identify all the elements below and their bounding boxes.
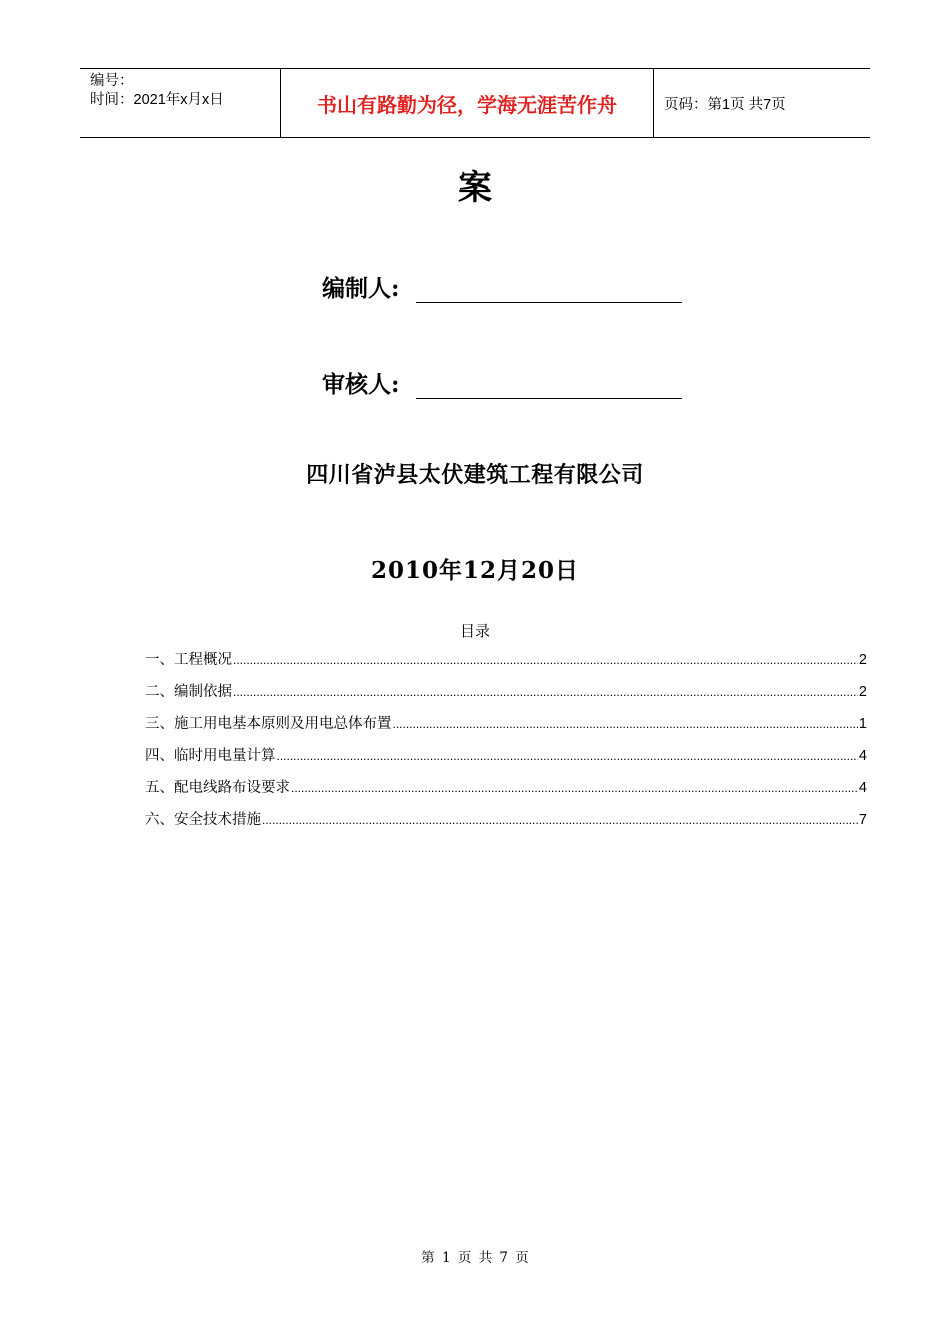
toc-leader-dots <box>233 685 858 699</box>
compiler-row <box>322 270 682 303</box>
header-motto: 书山有路勤为径，学海无涯苦作舟 <box>281 69 654 137</box>
toc-item-text: 四、临时用电量计算 <box>145 748 276 764</box>
toc-item-page: 4 <box>858 780 867 796</box>
header-table <box>80 68 870 138</box>
toc-item-page: 4 <box>858 748 867 764</box>
toc-item-page: 2 <box>858 652 867 668</box>
compiler-label: 编制人: <box>322 275 400 302</box>
toc-leader-dots <box>233 653 858 667</box>
company-name: 四川省泸县太伏建筑工程有限公司 <box>306 462 644 488</box>
toc-item-page: 2 <box>858 684 867 700</box>
toc-item[interactable] <box>145 712 867 744</box>
reviewer-label: 审核人: <box>322 371 400 398</box>
toc-item-text: 五、配电线路布设要求 <box>145 780 290 796</box>
compiler-signature-line <box>416 276 682 303</box>
time-label: 时间：2021年x月x日 <box>90 92 224 108</box>
toc-leader-dots <box>262 813 858 827</box>
number-label: 编号： <box>90 73 134 89</box>
header-meta-cell <box>80 69 281 137</box>
header-page-info: 页码：第1页 共7页 <box>664 96 786 113</box>
toc-item[interactable] <box>145 680 867 712</box>
toc-item[interactable] <box>145 648 867 680</box>
toc-item[interactable] <box>145 808 867 840</box>
toc-leader-dots <box>291 781 858 795</box>
toc-leader-dots <box>277 749 858 763</box>
page-footer: 第 1 页 共 7 页 <box>421 1250 529 1266</box>
toc-item-text: 三、施工用电基本原则及用电总体布置 <box>145 716 392 732</box>
table-of-contents <box>145 648 867 840</box>
toc-item-text: 二、编制依据 <box>145 684 232 700</box>
toc-item-page: 1 <box>858 716 867 732</box>
toc-item[interactable] <box>145 744 867 776</box>
reviewer-row <box>322 366 682 399</box>
document-title-char: 案 <box>458 168 492 208</box>
toc-item-text: 六、安全技术措施 <box>145 812 261 828</box>
toc-item-text: 一、工程概况 <box>145 652 232 668</box>
document-date: 2010年12月20日 <box>370 557 580 584</box>
toc-leader-dots <box>393 717 858 731</box>
toc-title: 目录 <box>459 622 490 640</box>
reviewer-signature-line <box>416 372 682 399</box>
toc-item[interactable] <box>145 776 867 808</box>
toc-item-page: 7 <box>858 812 867 828</box>
